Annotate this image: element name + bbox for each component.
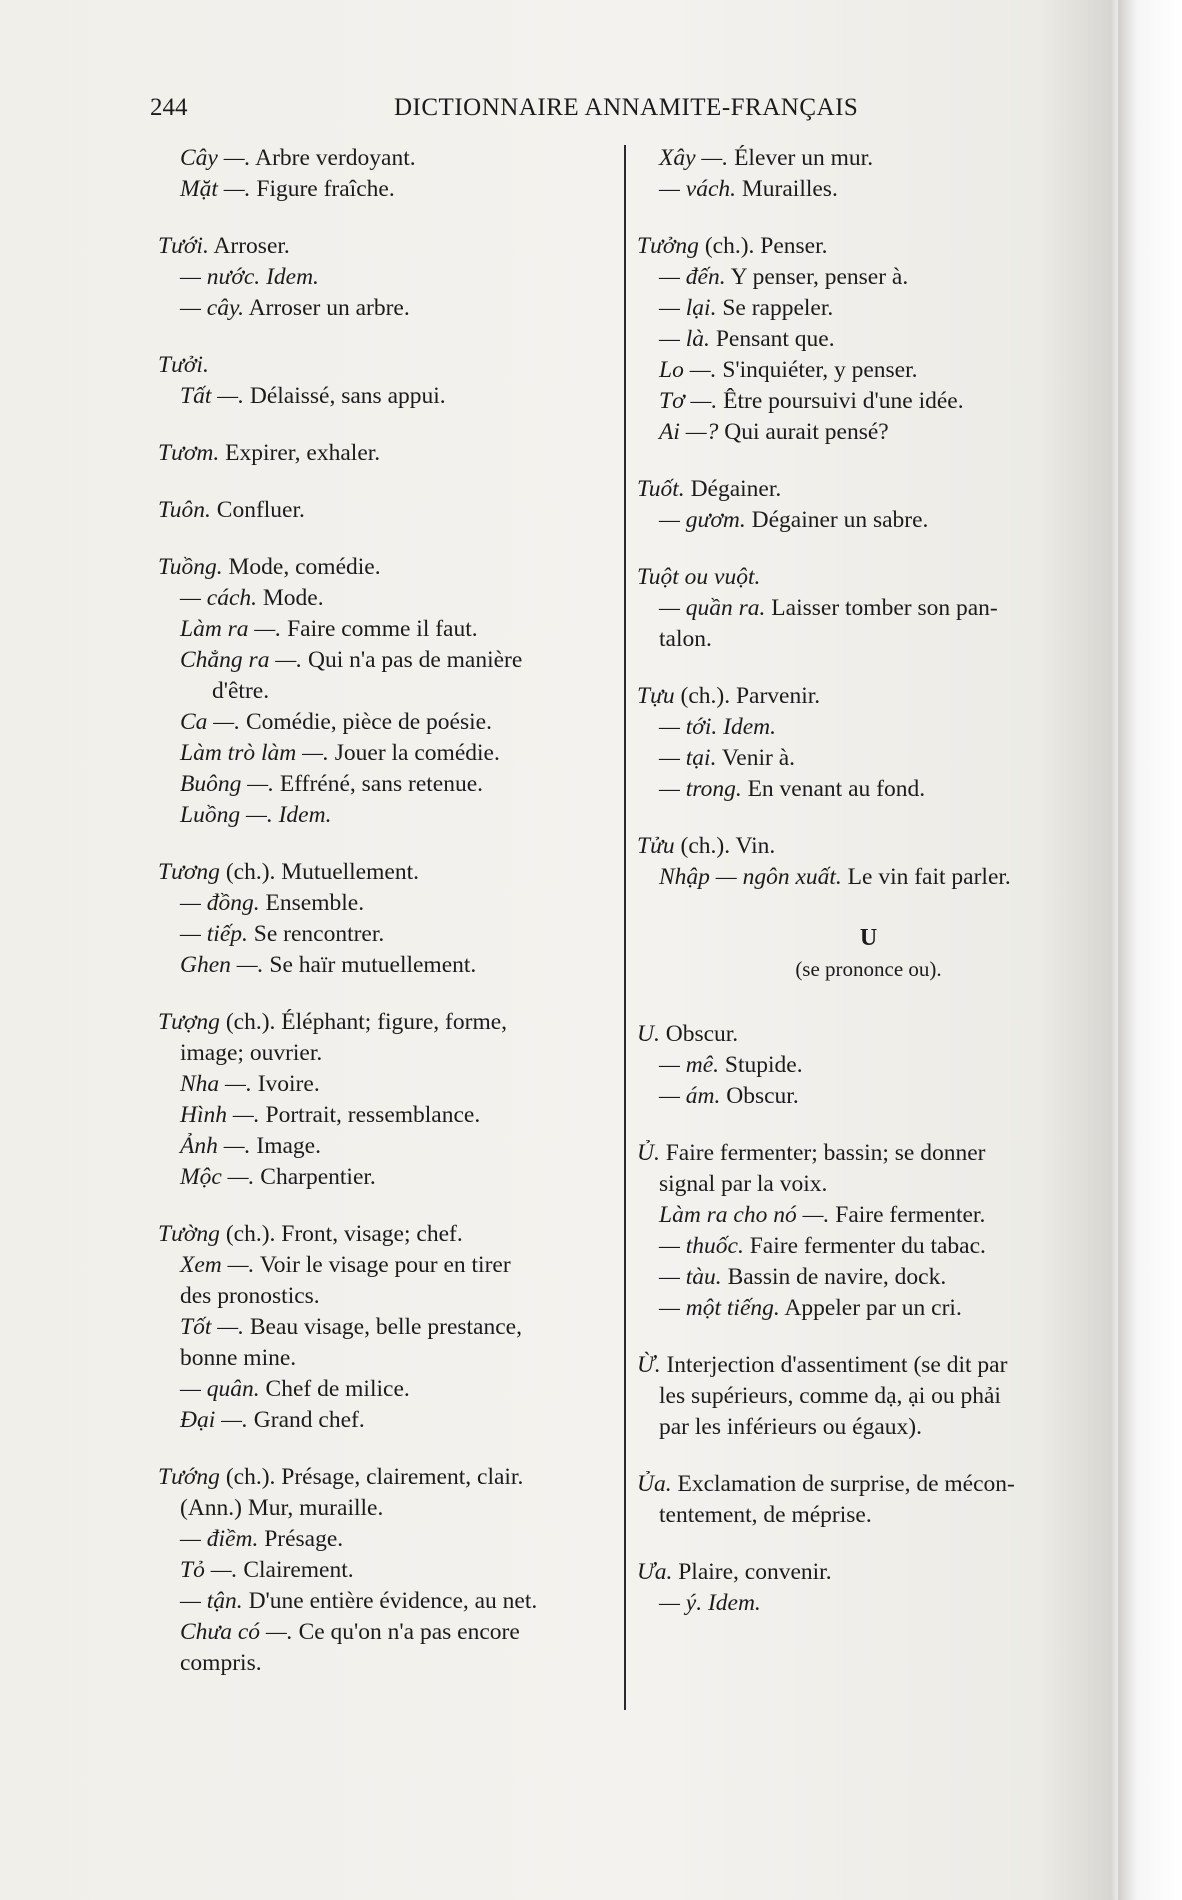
french-gloss: Laisser tomber son pan-: [771, 595, 998, 621]
vietnamese-term: Tưởi.: [158, 352, 209, 378]
french-gloss: Portrait, ressemblance.: [265, 1102, 481, 1128]
vietnamese-term: — gươm.: [659, 507, 746, 533]
vietnamese-term: Tơ —.: [659, 388, 718, 414]
entry-line: [637, 262, 1100, 293]
entry-line: [637, 386, 1100, 417]
vietnamese-term: Tuốt.: [637, 476, 685, 502]
french-gloss: Faire comme il faut.: [287, 616, 478, 642]
french-gloss: Le vin fait parler.: [847, 864, 1011, 890]
french-gloss: Faire fermenter; bassin; se donner: [665, 1140, 986, 1166]
vietnamese-term: — tới.: [659, 714, 718, 740]
entry-line: [158, 769, 613, 800]
entry-headword-line: [637, 681, 1100, 712]
french-gloss: Grand chef.: [253, 1407, 365, 1433]
french-gloss: Ensemble.: [265, 890, 365, 916]
french-gloss: Effréné, sans retenue.: [279, 771, 484, 797]
vietnamese-term: Tuồng.: [158, 554, 223, 580]
french-gloss: Élever un mur.: [734, 145, 874, 171]
french-gloss: Obscur.: [726, 1083, 799, 1109]
vietnamese-term: Tựu: [637, 683, 675, 709]
entry-line: [158, 143, 613, 174]
french-gloss: Être poursuivi d'une idée.: [723, 388, 964, 414]
vietnamese-term: Tưới.: [158, 233, 209, 259]
vietnamese-term: Ủ.: [637, 1140, 660, 1166]
entry-line: [637, 1169, 1100, 1200]
french-gloss: Arroser un arbre.: [248, 295, 410, 321]
vietnamese-term: Xem —.: [180, 1252, 255, 1278]
vietnamese-term: Ừ.: [637, 1352, 661, 1378]
vietnamese-term: Mặt —.: [180, 176, 251, 202]
french-gloss: Faire fermenter du tabac.: [749, 1233, 986, 1259]
vietnamese-term: Chẳng ra —.: [180, 647, 303, 673]
entry-line: [158, 738, 613, 769]
right-column: [637, 143, 1100, 1645]
dictionary-entry-tuot: [637, 474, 1100, 536]
french-gloss: Exclamation de surprise, de mécon-: [677, 1471, 1015, 1497]
entry-line: [158, 1555, 613, 1586]
facing-page-edge: [1118, 0, 1182, 1900]
vietnamese-term: Cây —.: [180, 145, 251, 171]
french-gloss: D'une entière évidence, au net.: [248, 1588, 538, 1614]
entry-headword-line: [637, 1469, 1100, 1500]
vietnamese-term: — đến.: [659, 264, 726, 290]
vietnamese-term: Ai —?: [659, 419, 719, 445]
french-gloss: Stupide.: [724, 1052, 803, 1078]
french-gloss: (ch.). Front, visage; chef.: [225, 1221, 463, 1247]
dictionary-entry-u-interj: [637, 1350, 1100, 1443]
french-gloss: Charpentier.: [260, 1164, 376, 1190]
entry-line: [637, 324, 1100, 355]
dictionary-entry-ua-exclam: [637, 1469, 1100, 1531]
vietnamese-term: — trong.: [659, 776, 742, 802]
french-gloss: Arroser.: [213, 233, 290, 259]
entry-line: [637, 143, 1100, 174]
dictionary-entry-tuoi2: [158, 350, 613, 412]
entry-headword-line: [158, 1219, 613, 1250]
entry-headword-line: [158, 552, 613, 583]
french-gloss: Présage.: [264, 1526, 344, 1552]
vietnamese-term: — cách.: [180, 585, 258, 611]
dictionary-entry-tuot-vuot: [637, 562, 1100, 655]
dictionary-entry-tuong-mode: [158, 552, 613, 831]
french-gloss: Expirer, exhaler.: [225, 440, 381, 466]
vietnamese-term: U.: [637, 1021, 660, 1047]
vietnamese-term: — ám.: [659, 1083, 721, 1109]
entry-line: [637, 712, 1100, 743]
vietnamese-term: — tàu.: [659, 1264, 722, 1290]
dictionary-entry-tuong-front: [158, 1219, 613, 1436]
dictionary-entry-tuon: [158, 495, 613, 526]
entry-line: [158, 293, 613, 324]
french-gloss: Délaissé, sans appui.: [249, 383, 446, 409]
french-gloss: Qui aurait pensé?: [724, 419, 889, 445]
vietnamese-term: Tương: [158, 859, 220, 885]
entry-headword-line: [637, 1019, 1100, 1050]
vietnamese-term: — quần ra.: [659, 595, 766, 621]
french-gloss: Ce qu'on n'a pas encore: [298, 1619, 520, 1645]
entry-headword-line: [637, 231, 1100, 262]
entry-headword-line: [158, 1462, 613, 1493]
entry-line: [637, 1588, 1100, 1619]
french-gloss: Mode.: [262, 585, 324, 611]
french-gloss: Confluer.: [216, 497, 305, 523]
entry-headword-line: [158, 1007, 613, 1038]
dictionary-entry-tuong-elephant: [158, 1007, 613, 1193]
french-gloss: Jouer la comédie.: [334, 740, 500, 766]
entry-line: [158, 1100, 613, 1131]
entry-line: [158, 583, 613, 614]
vietnamese-term: — đồng.: [180, 890, 260, 916]
entry-line: [637, 1500, 1100, 1531]
entry-line: [158, 1343, 613, 1374]
vietnamese-term: Hình —.: [180, 1102, 260, 1128]
vietnamese-term: Chưa có —.: [180, 1619, 293, 1645]
entry-line: [637, 624, 1100, 655]
vietnamese-term: — là.: [659, 326, 710, 352]
french-gloss: Idem.: [278, 802, 332, 828]
vietnamese-term: Làm ra cho nó —.: [659, 1202, 830, 1228]
entry-headword-line: [158, 438, 613, 469]
vietnamese-term: Lo —.: [659, 357, 717, 383]
page-number: 244: [150, 94, 188, 121]
french-gloss: image; ouvrier.: [180, 1040, 323, 1066]
entry-line: [158, 1038, 613, 1069]
right-column-entries-u: [637, 1019, 1100, 1619]
vietnamese-term: Luồng —.: [180, 802, 273, 828]
french-gloss: compris.: [180, 1650, 262, 1676]
vietnamese-term: — ý.: [659, 1590, 703, 1616]
vietnamese-term: Tượng: [158, 1009, 220, 1035]
vietnamese-term: Buông —.: [180, 771, 274, 797]
french-gloss: Beau visage, belle prestance,: [249, 1314, 522, 1340]
vietnamese-term: Làm trò làm —.: [180, 740, 329, 766]
entry-line: [158, 645, 613, 676]
french-gloss: Se haïr mutuellement.: [269, 952, 477, 978]
french-gloss: Appeler par un cri.: [784, 1295, 962, 1321]
french-gloss: Se rencontrer.: [253, 921, 385, 947]
entry-line: [637, 774, 1100, 805]
french-gloss: (ch.). Mutuellement.: [225, 859, 419, 885]
french-gloss: Arbre verdoyant.: [255, 145, 416, 171]
french-gloss: Faire fermenter.: [835, 1202, 986, 1228]
entry-line: [158, 174, 613, 205]
entry-headword-line: [158, 350, 613, 381]
dictionary-entry-tuom: [158, 438, 613, 469]
french-gloss: Obscur.: [665, 1021, 739, 1047]
entry-line: [158, 1405, 613, 1436]
entry-headword-line: [637, 1557, 1100, 1588]
entry-line: [637, 1262, 1100, 1293]
dictionary-entry-cay-mat: [158, 143, 613, 205]
french-gloss: Voir le visage pour en tirer: [259, 1252, 511, 1278]
vietnamese-term: Tốt —.: [180, 1314, 244, 1340]
french-gloss: Ivoire.: [257, 1071, 320, 1097]
entry-line: [158, 676, 613, 707]
vietnamese-term: — thuốc.: [659, 1233, 744, 1259]
vietnamese-term: Nhập — ngôn xuất.: [659, 864, 842, 890]
french-gloss: Qui n'a pas de manière: [307, 647, 523, 673]
french-gloss: (ch.). Vin.: [680, 833, 776, 859]
french-gloss: (Ann.) Mur, muraille.: [180, 1495, 384, 1521]
entry-headword-line: [158, 495, 613, 526]
vietnamese-term: Tất —.: [180, 383, 244, 409]
letter-heading: U: [859, 925, 878, 951]
entry-line: [637, 1081, 1100, 1112]
vietnamese-term: Ảnh —.: [180, 1133, 251, 1159]
dictionary-entry-ua-plaire: [637, 1557, 1100, 1619]
entry-line: [637, 1412, 1100, 1443]
dictionary-entry-tuoi: [158, 231, 613, 324]
french-gloss: tentement, de méprise.: [659, 1502, 872, 1528]
vietnamese-term: Đại —.: [180, 1407, 248, 1433]
entry-line: [637, 355, 1100, 386]
entry-line: [158, 1524, 613, 1555]
dictionary-entry-tuu-parvenir: [637, 681, 1100, 805]
entry-line: [637, 174, 1100, 205]
vietnamese-term: — mê.: [659, 1052, 720, 1078]
french-gloss: Figure fraîche.: [256, 176, 395, 202]
french-gloss: les supérieurs, comme dạ, ại ou phải: [659, 1383, 1001, 1409]
entry-headword-line: [637, 1138, 1100, 1169]
french-gloss: par les inférieurs ou égaux).: [659, 1414, 922, 1440]
entry-line: [158, 707, 613, 738]
entry-line: [158, 262, 613, 293]
vietnamese-term: — lại.: [659, 295, 717, 321]
entry-line: [637, 1231, 1100, 1262]
vietnamese-term: — tiếp.: [180, 921, 248, 947]
entry-line: [158, 1648, 613, 1679]
dictionary-entry-tuong-penser: [637, 231, 1100, 448]
entry-line: [637, 1200, 1100, 1231]
entry-headword-line: [637, 562, 1100, 593]
column-divider: [624, 145, 626, 1710]
french-gloss: (ch.). Présage, clairement, clair.: [225, 1464, 524, 1490]
entry-line: [158, 1586, 613, 1617]
vietnamese-term: Tưởng: [637, 233, 699, 259]
entry-line: [637, 417, 1100, 448]
french-gloss: (ch.). Parvenir.: [680, 683, 821, 709]
entry-line: [158, 800, 613, 831]
dictionary-entry-xay: [637, 143, 1100, 205]
french-gloss: Murailles.: [741, 176, 838, 202]
entry-line: [158, 1493, 613, 1524]
vietnamese-term: Xây —.: [659, 145, 729, 171]
dictionary-entry-tuong-mutu: [158, 857, 613, 981]
running-title: DICTIONNAIRE ANNAMITE-FRANÇAIS: [394, 94, 859, 121]
vietnamese-term: Tươm.: [158, 440, 220, 466]
vietnamese-term: Ưa.: [637, 1559, 673, 1585]
dictionary-entry-tuu-vin: [637, 831, 1100, 893]
entry-line: [158, 950, 613, 981]
entry-line: [637, 593, 1100, 624]
french-gloss: Comédie, pièce de poésie.: [245, 709, 492, 735]
entry-line: [158, 1131, 613, 1162]
entry-line: [637, 1293, 1100, 1324]
dictionary-entry-u-obscur: [637, 1019, 1100, 1112]
vietnamese-term: — tận.: [180, 1588, 243, 1614]
vietnamese-term: Ủa.: [637, 1471, 672, 1497]
french-gloss: (ch.). Penser.: [704, 233, 828, 259]
letter-pronunciation-note: (se prononce ou).: [795, 957, 942, 981]
vietnamese-term: Tướng: [158, 1464, 220, 1490]
entry-line: [637, 505, 1100, 536]
french-gloss: d'être.: [212, 678, 270, 704]
vietnamese-term: — điềm.: [180, 1526, 259, 1552]
french-gloss: Chef de milice.: [265, 1376, 410, 1402]
entry-line: [158, 888, 613, 919]
french-gloss: Se rappeler.: [722, 295, 834, 321]
entry-line: [637, 1050, 1100, 1081]
vietnamese-term: Ghen —.: [180, 952, 264, 978]
dictionary-entry-tuong-presage: [158, 1462, 613, 1679]
entry-line: [158, 1281, 613, 1312]
vietnamese-term: Tửu: [637, 833, 675, 859]
left-column: [158, 143, 613, 1705]
right-column-entries: [637, 143, 1100, 893]
french-gloss: Mode, comédie.: [228, 554, 381, 580]
french-gloss: talon.: [659, 626, 712, 652]
entry-headword-line: [637, 1350, 1100, 1381]
french-gloss: Dégainer un sabre.: [751, 507, 929, 533]
french-gloss: En venant au fond.: [747, 776, 926, 802]
french-gloss: Image.: [256, 1133, 321, 1159]
entry-line: [158, 614, 613, 645]
vietnamese-term: Tuôn.: [158, 497, 211, 523]
entry-headword-line: [158, 857, 613, 888]
french-gloss: Clairement.: [243, 1557, 354, 1583]
entry-line: [158, 1374, 613, 1405]
french-gloss: signal par la voix.: [659, 1171, 828, 1197]
vietnamese-term: — nước.: [180, 264, 261, 290]
french-gloss: Idem.: [266, 264, 319, 290]
entry-line: [637, 1381, 1100, 1412]
entry-headword-line: [637, 831, 1100, 862]
vietnamese-term: Tỏ —.: [180, 1557, 238, 1583]
french-gloss: Interjection d'assentiment (se dit par: [666, 1352, 1008, 1378]
entry-line: [158, 1312, 613, 1343]
vietnamese-term: Tuột ou vuột.: [637, 564, 761, 590]
entry-headword-line: [637, 474, 1100, 505]
entry-line: [158, 1162, 613, 1193]
entry-line: [158, 1617, 613, 1648]
entry-line: [158, 1250, 613, 1281]
french-gloss: Venir à.: [721, 745, 796, 771]
vietnamese-term: Mộc —.: [180, 1164, 255, 1190]
entry-line: [158, 381, 613, 412]
vietnamese-term: Làm ra —.: [180, 616, 282, 642]
entry-line: [158, 919, 613, 950]
vietnamese-term: — quân.: [180, 1376, 260, 1402]
dictionary-entry-u-fermenter: [637, 1138, 1100, 1324]
vietnamese-term: Nha —.: [180, 1071, 252, 1097]
french-gloss: des pronostics.: [180, 1283, 320, 1309]
vietnamese-term: — một tiếng.: [659, 1295, 780, 1321]
french-gloss: Bassin de navire, dock.: [727, 1264, 947, 1290]
entry-line: [637, 862, 1100, 893]
vietnamese-term: — cây.: [180, 295, 244, 321]
entry-line: [637, 293, 1100, 324]
entry-line: [637, 743, 1100, 774]
french-gloss: Idem.: [723, 714, 776, 740]
french-gloss: Y penser, penser à.: [730, 264, 909, 290]
french-gloss: bonne mine.: [180, 1345, 297, 1371]
entry-headword-line: [158, 231, 613, 262]
french-gloss: Plaire, convenir.: [678, 1559, 832, 1585]
french-gloss: (ch.). Éléphant; figure, forme,: [225, 1009, 508, 1035]
vietnamese-term: — vách.: [659, 176, 737, 202]
vietnamese-term: — tại.: [659, 745, 717, 771]
french-gloss: Dégainer.: [690, 476, 782, 502]
entry-line: [158, 1069, 613, 1100]
french-gloss: Idem.: [707, 1590, 761, 1616]
page-header: [150, 94, 890, 134]
vietnamese-term: Tường: [158, 1221, 220, 1247]
french-gloss: Pensant que.: [715, 326, 835, 352]
vietnamese-term: Ca —.: [180, 709, 241, 735]
french-gloss: S'inquiéter, y penser.: [722, 357, 918, 383]
